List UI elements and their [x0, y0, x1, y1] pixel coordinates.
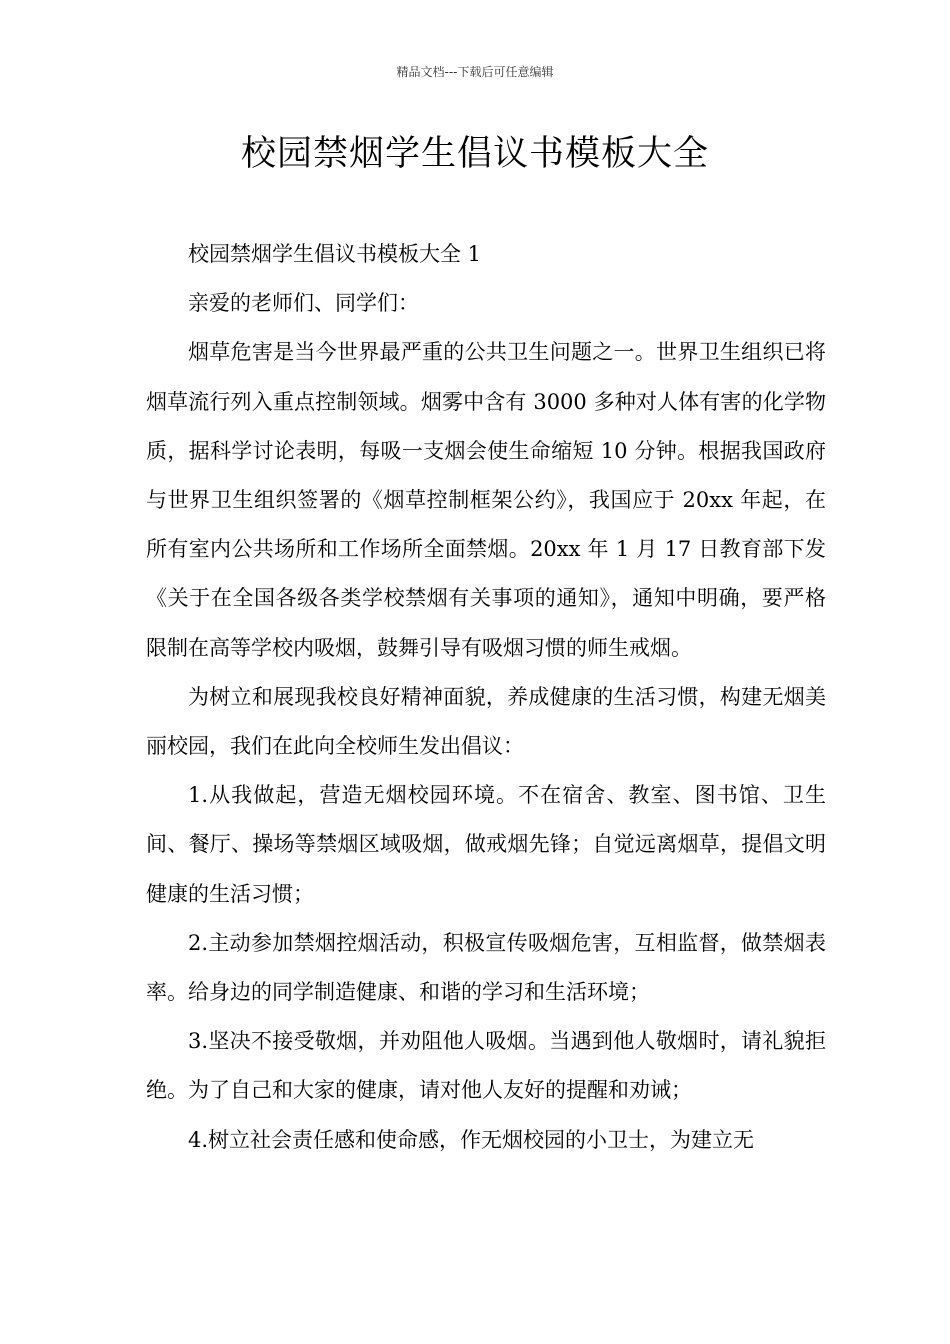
body-paragraph: 烟草危害是当今世界最严重的公共卫生问题之一。世界卫生组织已将烟草流行列入重点控制领域。烟雾中含有 3000 多种对人体有害的化学物质，据科学讨论表明，每吸一支烟会使生命缩短 10 分钟。根据我国政府与世界卫生组织签署的《烟草控制框架公约》，我国应于 20xx 年起，在所有室内公共场所和工作场所全面禁烟。20xx 年 1 月 17 日教育部下发《关于在全国各级各类学校禁烟有关事项的通知》，通知中明确，要严格限制在高等学校内吸烟，鼓舞引导有吸烟习惯的师生戒烟。 — [146, 340, 826, 660]
proposal-item-4: 4.树立社会责任感和使命感，作无烟校园的小卫士，为建立无 — [188, 1127, 755, 1152]
proposal-item-1: 1.从我做起，营造无烟校园环境。不在宿舍、教室、图书馆、卫生间、餐厅、操场等禁烟区域吸烟，做戒烟先锋；自觉远离烟草，提倡文明健康的生活习惯； — [146, 783, 826, 906]
salutation-paragraph: 亲爱的老师们、同学们： — [188, 291, 419, 316]
body-paragraph: 为树立和展现我校良好精神面貌，养成健康的生活习惯，构建无烟美丽校园，我们在此向全校师生发出倡议： — [146, 684, 826, 759]
document-title: 校园禁烟学生倡议书模板大全 — [240, 134, 709, 174]
subtitle-paragraph: 校园禁烟学生倡议书模板大全 1 — [188, 242, 482, 266]
page-header: 精品文档---下载后可任意编辑 — [396, 65, 554, 79]
document-body — [146, 230, 826, 1165]
proposal-item-2: 2.主动参加禁烟控烟活动，积极宣传吸烟危害，互相监督，做禁烟表率。给身边的同学制造健康、和谐的学习和生活环境； — [146, 930, 826, 1005]
proposal-item-3: 3.坚决不接受敬烟，并劝阻他人吸烟。当遇到他人敬烟时，请礼貌拒绝。为了自己和大家的健康，请对他人友好的提醒和劝诫； — [146, 1029, 826, 1103]
